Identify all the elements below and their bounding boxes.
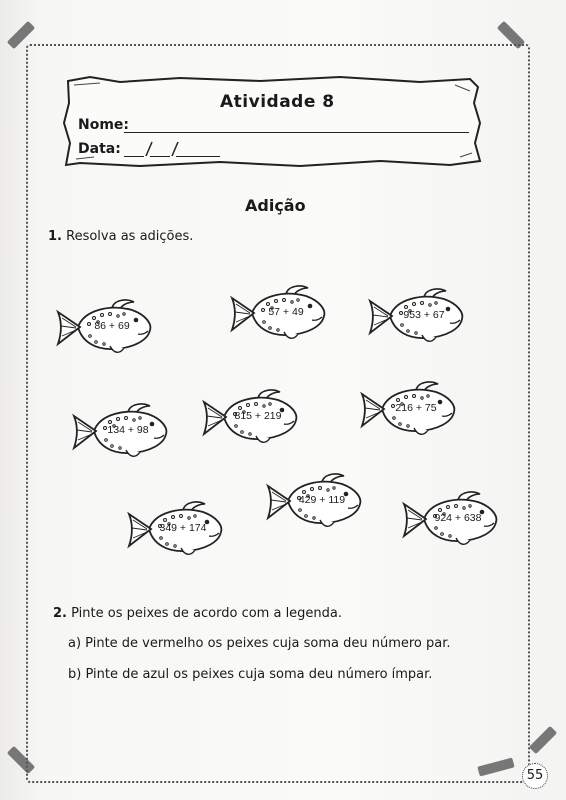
fish-expression: 86 + 69 <box>94 320 130 332</box>
fish-3[interactable] <box>366 285 466 347</box>
date-label: Data: <box>78 141 121 157</box>
fish-9[interactable] <box>400 488 500 550</box>
fish-6[interactable] <box>358 378 458 440</box>
question-2-text: Pinte os peixes de acordo com a legenda. <box>71 606 343 621</box>
fish-8[interactable] <box>125 498 225 560</box>
fish-2[interactable] <box>228 282 328 344</box>
fish-expression: 429 + 119 <box>298 494 346 506</box>
question-2a: a) Pinte de vermelho os peixes cuja soma deu número par. <box>68 636 451 651</box>
fish-expression: 216 + 75 <box>395 402 437 414</box>
fish-expression: 349 + 174 <box>159 522 207 534</box>
section-title: Adição <box>245 196 306 215</box>
fish-expression: 815 + 219 <box>234 410 282 422</box>
question-2 <box>53 606 342 621</box>
fish-expression: 953 + 67 <box>403 309 445 321</box>
name-label: Nome: <box>78 117 130 133</box>
pencil-icon <box>529 726 557 754</box>
question-2b: b) Pinte de azul os peixes cuja soma deu número ímpar. <box>68 667 433 682</box>
question-1-number: 1. <box>48 229 62 244</box>
name-line[interactable] <box>124 132 469 133</box>
question-2-number: 2. <box>53 606 67 621</box>
page-number: 55 <box>522 763 548 789</box>
question-1 <box>48 229 193 244</box>
fish-1[interactable] <box>54 296 154 358</box>
date-slashes <box>140 140 190 158</box>
question-1-text: Resolva as adições. <box>66 229 194 244</box>
fish-expression: 924 + 638 <box>434 512 482 524</box>
fish-expression: 57 + 49 <box>268 306 304 318</box>
fish-4[interactable] <box>70 400 170 462</box>
fish-expression: 134 + 98 <box>107 424 149 436</box>
fish-7[interactable] <box>264 470 364 532</box>
fish-5[interactable] <box>200 386 300 448</box>
activity-title: Atividade 8 <box>220 92 335 112</box>
